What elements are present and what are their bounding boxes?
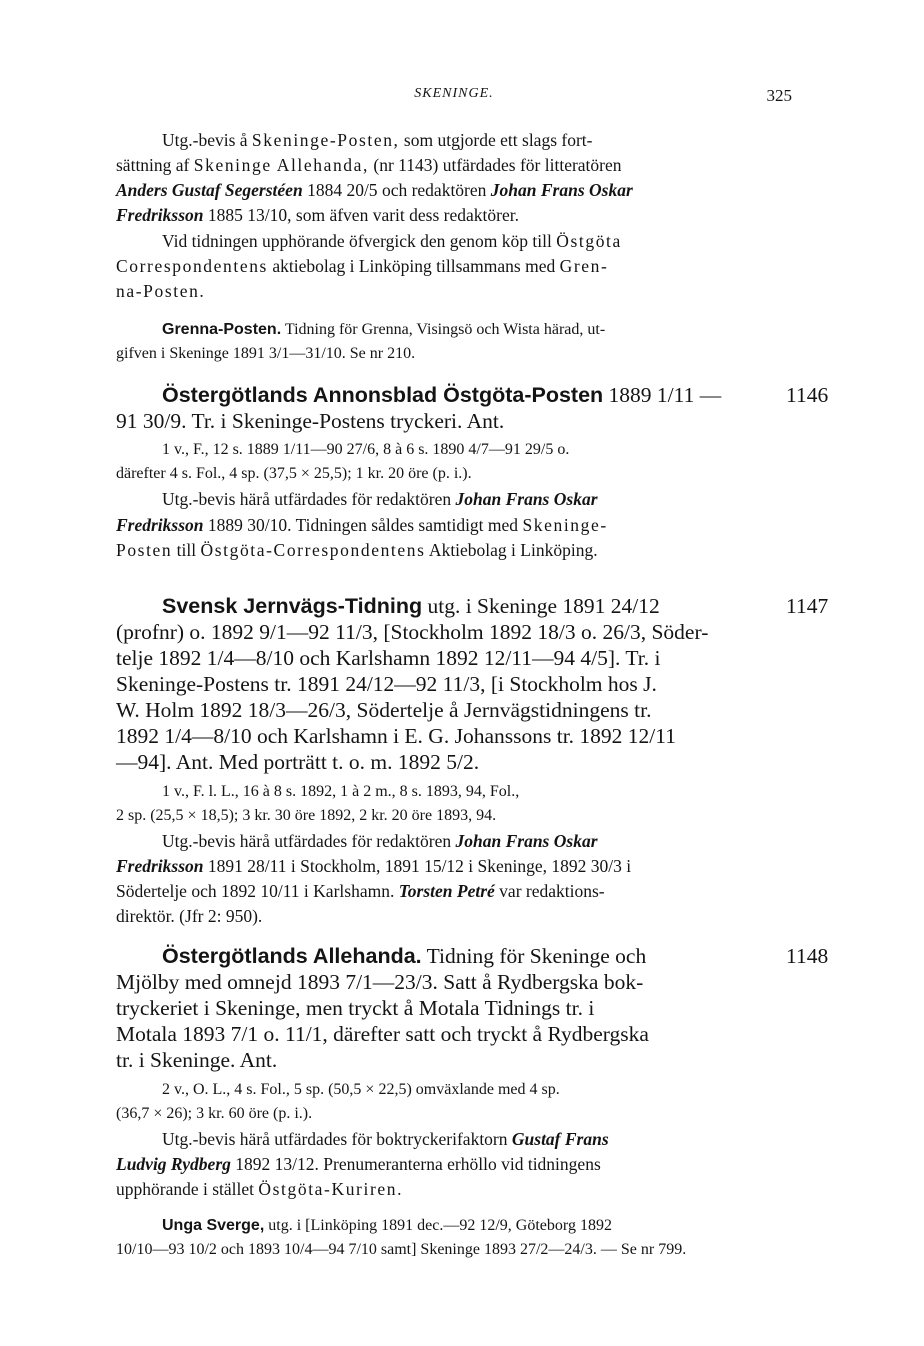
- text-run: Correspondentens: [116, 256, 268, 276]
- text-line: därefter 4 s. Fol., 4 sp. (37,5 × 25,5); 1 kr. 20 öre (p. i.).: [116, 465, 472, 482]
- text-line: [162, 128, 786, 152]
- text-line: 2 v., O. L., 4 s. Fol., 5 sp. (50,5 × 22,5) omväxlande med 4 sp.: [162, 1081, 560, 1098]
- text-line: [116, 254, 786, 278]
- text-run: Anders Gustaf Segerstéen: [116, 180, 303, 200]
- text-run: Tidning för Skeninge och: [421, 944, 647, 968]
- entry-number: 1148: [786, 944, 829, 968]
- text-run: Fredriksson: [116, 515, 204, 535]
- text-line: W. Holm 1892 18/3—26/3, Södertelje å Jernvägstidningens tr.: [116, 698, 652, 722]
- text-line: Motala 1893 7/1 o. 11/1, därefter satt och tryckt å Rydbergska: [116, 1022, 649, 1046]
- text-run: Gren-: [559, 256, 609, 276]
- text-run: utg. i Skeninge 1891 24/12: [422, 594, 660, 618]
- text-run: Johan Frans Oskar: [490, 180, 633, 200]
- text-run: härå utfärdades för redaktören: [235, 489, 456, 509]
- text-line: 2 sp. (25,5 × 18,5); 3 kr. 30 öre 1892, 2 kr. 20 öre 1893, 94.: [116, 807, 497, 824]
- text-run: 1889 30/10. Tidningen såldes samtidigt med: [203, 515, 523, 535]
- text-line: na-Posten.: [116, 281, 206, 301]
- entry-number: 1146: [786, 383, 829, 407]
- text-line: [116, 854, 786, 878]
- text-line: 10/10—93 10/2 och 1893 10/4—94 7/10 samt] Skeninge 1893 27/2—24/3. — Se nr 799.: [116, 1241, 687, 1258]
- text-line: [162, 829, 786, 853]
- text-line: tr. i Skeninge. Ant.: [116, 1048, 278, 1072]
- text-run: Johan Frans Oskar: [455, 831, 598, 851]
- text-line: 1 v., F. l. L., 16 à 8 s. 1892, 1 à 2 m., 8 s. 1893, 94, Fol.,: [162, 783, 520, 800]
- text-run: 20/5: [346, 180, 378, 200]
- text-line: [162, 382, 786, 408]
- text-line: 91 30/9. Tr. i Skeninge-Postens tryckeri. Ant.: [116, 409, 505, 433]
- text-run: Gustaf Frans: [511, 1129, 609, 1149]
- text-line: telje 1892 1/4—8/10 och Karlshamn 1892 12/11—94 4/5]. Tr. i: [116, 646, 661, 670]
- text-run: Posten: [116, 540, 173, 560]
- text-run: Östgöta: [556, 231, 622, 251]
- text-run: Skeninge Allehanda,: [193, 155, 369, 175]
- text-run: 1884: [302, 180, 347, 200]
- text-run: 1889 1/11 —: [603, 383, 722, 407]
- text-run: Utg.-bevis: [162, 489, 236, 509]
- text-line: Mjölby med omnejd 1893 7/1—23/3. Satt å Rydbergska bok-: [116, 970, 644, 994]
- text-line: (profnr) o. 1892 9/1—92 11/3, [Stockholm 1892 18/3 o. 26/3, Söder-: [116, 620, 709, 644]
- running-head: SKENINGE.: [414, 86, 494, 101]
- text-run: härå utfärdades för boktryckerifaktorn: [235, 1129, 512, 1149]
- entry-title: Östergötlands Annonsblad Östgöta-Posten: [162, 383, 604, 407]
- text-line: [162, 487, 786, 511]
- text-run: , som äfven varit dess redaktörer.: [287, 205, 519, 225]
- text-line: (36,7 × 26); 3 kr. 60 öre (p. i.).: [116, 1105, 313, 1122]
- text-run: 13/10: [247, 205, 288, 225]
- text-run: Fredriksson: [116, 205, 204, 225]
- text-run: upphörande i stället: [116, 1179, 259, 1199]
- text-line: gifven i Skeninge 1891 3/1—31/10. Se nr 210.: [116, 345, 416, 362]
- text-run: Utg.-bevis: [162, 1129, 236, 1149]
- text-run: aktiebolag i Linköping tillsammans med: [267, 256, 560, 276]
- text-line: [162, 1214, 786, 1238]
- text-line: Skeninge-Postens tr. 1891 24/12—92 11/3, [i Stockholm hos J.: [116, 672, 657, 696]
- text-line: [116, 879, 786, 903]
- text-line: [162, 593, 786, 619]
- text-run: 1885: [203, 205, 248, 225]
- text-line: [116, 1152, 786, 1176]
- page-header: [116, 86, 792, 110]
- text-run: Utg.-bevis: [162, 831, 236, 851]
- text-run: Aktiebolag i Linköping.: [425, 540, 598, 560]
- text-run: utg. i [Linköping 1891 dec.—92 12/9, Göteborg 1892: [264, 1217, 612, 1234]
- text-line: [116, 513, 786, 537]
- text-line: [116, 538, 786, 562]
- text-run: Östgöta-Kuriren.: [258, 1179, 404, 1199]
- text-run: härå utfärdades för redaktören: [235, 831, 456, 851]
- page-number: 325: [766, 86, 792, 105]
- text-line: [116, 178, 786, 202]
- text-run: 1892 13/12. Prenumeranterna erhöllo vid tidningens: [230, 1154, 601, 1174]
- text-line: [116, 203, 786, 227]
- text-line: [116, 1177, 786, 1201]
- text-run: Skeninge-Posten,: [251, 130, 400, 150]
- text-run: 1891 28/11 i Stockholm, 1891 15/12 i Skeninge, 1892 30/3 i: [203, 856, 632, 876]
- text-run: var redaktions-: [494, 881, 605, 901]
- entry-title: Östergötlands Allehanda.: [162, 944, 422, 968]
- text-line: direktör. (Jfr 2: 950).: [116, 906, 263, 926]
- text-line: [162, 943, 786, 969]
- text-run: Skeninge-: [522, 515, 608, 535]
- text-run: Johan Frans Oskar: [455, 489, 598, 509]
- text-run: Torsten Petré: [398, 881, 495, 901]
- entry-title: Unga Sverge,: [162, 1217, 265, 1234]
- text-run: Utg.-bevis å: [162, 130, 252, 150]
- text-line: tryckeriet i Skeninge, men tryckt å Motala Tidnings tr. i: [116, 996, 595, 1020]
- text-run: Södertelje och 1892 10/11 i Karlshamn.: [116, 881, 399, 901]
- text-line: 1892 1/4—8/10 och Karlshamn i E. G. Johanssons tr. 1892 12/11: [116, 724, 676, 748]
- text-run: (nr 1143) utfärdades för litteratören: [369, 155, 622, 175]
- text-run: Östgöta-Correspondentens: [200, 540, 426, 560]
- text-run: till: [172, 540, 201, 560]
- text-run: sättning af: [116, 155, 194, 175]
- text-line: [116, 153, 786, 177]
- text-run: Fredriksson: [116, 856, 204, 876]
- text-line: [162, 1127, 786, 1151]
- text-line: [162, 229, 786, 253]
- text-run: Tidning för Grenna, Visingsö och Wista härad, ut-: [281, 321, 606, 338]
- entry-title: Grenna-Posten.: [162, 321, 282, 338]
- text-line: [162, 318, 786, 342]
- text-line: —94]. Ant. Med porträtt t. o. m. 1892 5/2.: [116, 750, 480, 774]
- text-run: och redaktören: [377, 180, 491, 200]
- text-run: Vid tidningen upphörande öfvergick den genom köp till: [162, 231, 557, 251]
- entry-number: 1147: [786, 594, 829, 618]
- text-line: 1 v., F., 12 s. 1889 1/11—90 27/6, 8 à 6 s. 1890 4/7—91 29/5 o.: [162, 441, 570, 458]
- text-run: som utgjorde ett slags fort-: [399, 130, 593, 150]
- entry-title: Svensk Jernvägs-Tidning: [162, 594, 423, 618]
- text-run: Ludvig Rydberg: [116, 1154, 231, 1174]
